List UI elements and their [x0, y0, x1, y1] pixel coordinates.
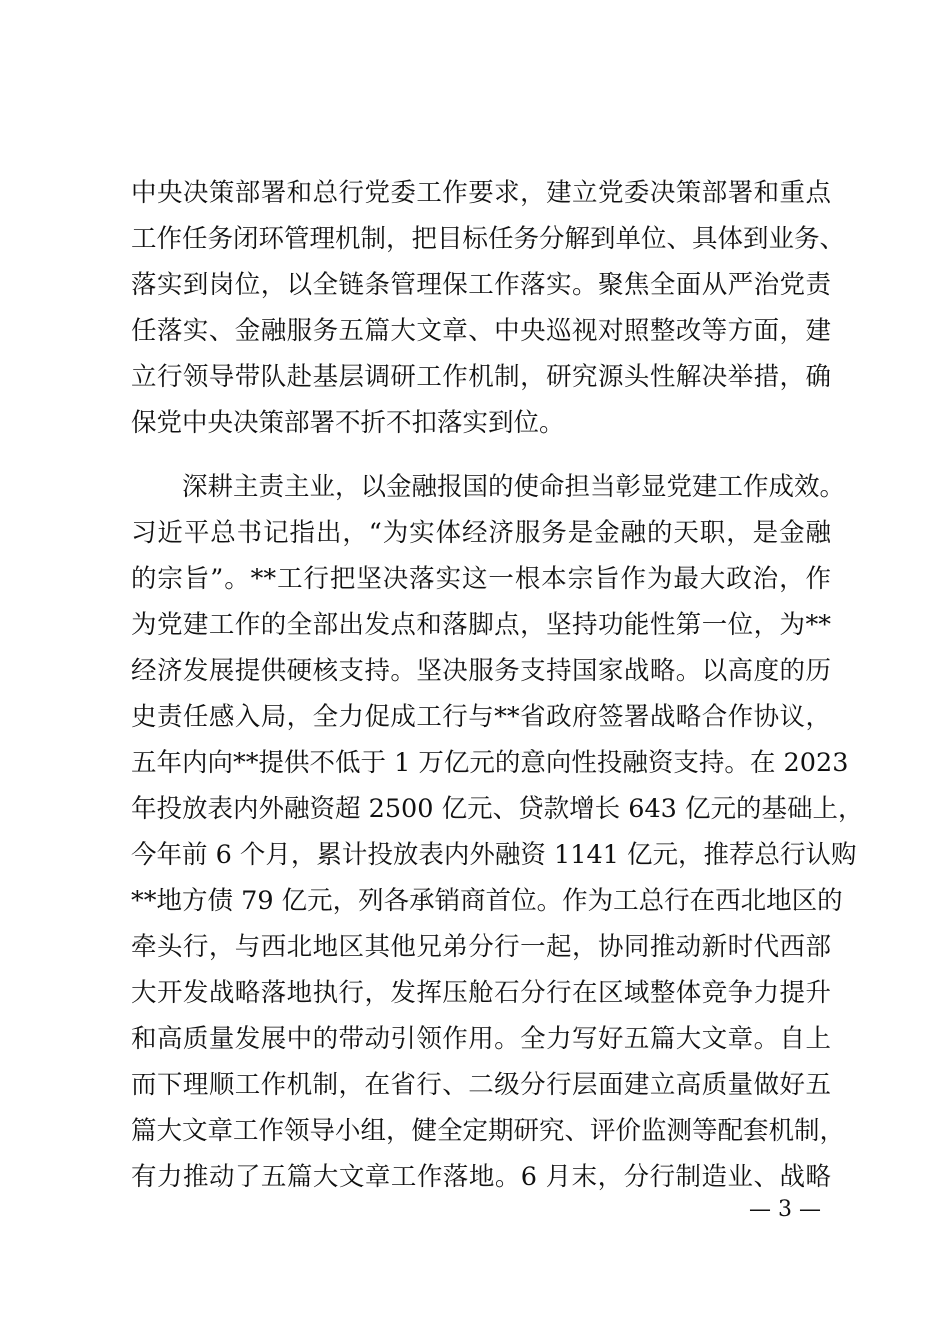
paragraph-line: 落实到岗位，以全链条管理保工作落实。聚焦全面从严治党责	[131, 270, 831, 300]
paragraph-line: 牵头行，与西北地区其他兄弟分行一起，协同推动新时代西部	[131, 932, 831, 962]
page-number: — 3 —	[749, 1197, 821, 1222]
paragraph-1	[131, 170, 846, 446]
paragraph-line: 中央决策部署和总行党委工作要求，建立党委决策部署和重点	[131, 178, 831, 208]
paragraph-line: 年投放表内外融资超 2500 亿元、贷款增长 643 亿元的基础上，	[131, 794, 864, 824]
paragraph-line: 而下理顺工作机制，在省行、二级分行层面建立高质量做好五	[131, 1070, 831, 1100]
paragraph-line: 史责任感入局，全力促成工行与**省政府签署战略合作协议，	[131, 702, 831, 732]
paragraph-line: 有力推动了五篇大文章工作落地。6 月末，分行制造业、战略	[131, 1162, 831, 1192]
paragraph-line: 工作任务闭环管理机制，把目标任务分解到单位、具体到业务、	[131, 224, 846, 254]
paragraph-line: 经济发展提供硬核支持。坚决服务支持国家战略。以高度的历	[131, 656, 831, 686]
paragraph-line: 任落实、金融服务五篇大文章、中央巡视对照整改等方面，建	[131, 316, 831, 346]
paragraph-line: 的宗旨”。**工行把坚决落实这一根本宗旨作为最大政治，作	[131, 564, 831, 594]
paragraph-line: 今年前 6 个月，累计投放表内外融资 1141 亿元，推荐总行认购	[131, 840, 857, 870]
paragraph-2	[131, 464, 864, 1200]
paragraph-line: 篇大文章工作领导小组，健全定期研究、评价监测等配套机制，	[131, 1116, 846, 1146]
paragraph-line: 习近平总书记指出，“为实体经济服务是金融的天职，是金融	[131, 518, 831, 548]
paragraph-line: 深耕主责主业，以金融报国的使命担当彰显党建工作成效。	[131, 472, 846, 502]
body-text	[131, 170, 864, 1200]
paragraph-line: 保党中央决策部署不折不扣落实到位。	[131, 408, 565, 438]
paragraph-line: 为党建工作的全部出发点和落脚点，坚持功能性第一位，为**	[131, 610, 831, 640]
paragraph-spacing	[131, 446, 831, 464]
paragraph-line: 大开发战略落地执行，发挥压舱石分行在区域整体竞争力提升	[131, 978, 831, 1008]
paragraph-line: 和高质量发展中的带动引领作用。全力写好五篇大文章。自上	[131, 1024, 831, 1054]
paragraph-line: 立行领导带队赴基层调研工作机制，研究源头性解决举措，确	[131, 362, 831, 392]
paragraph-line: **地方债 79 亿元，列各承销商首位。作为工总行在西北地区的	[131, 886, 843, 916]
paragraph-line: 五年内向**提供不低于 1 万亿元的意向性投融资支持。在 2023	[131, 748, 849, 778]
